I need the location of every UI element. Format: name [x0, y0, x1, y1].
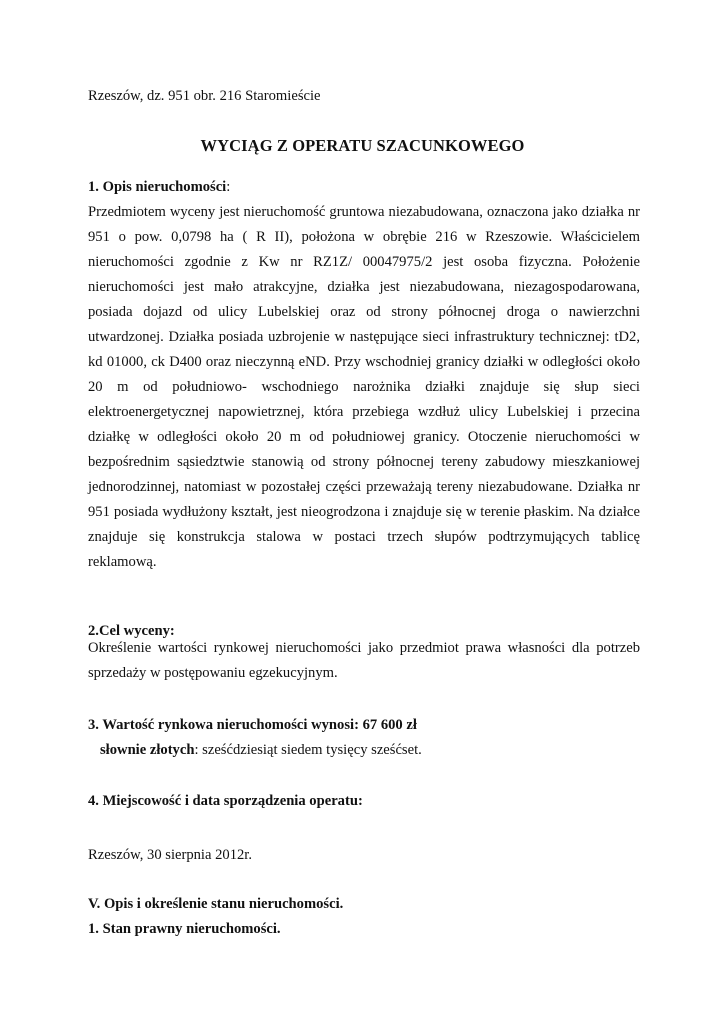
section-4-heading: 4. Miejscowość i data sporządzenia operatu: [88, 793, 363, 809]
section-2-line: sprzedaży w postępowaniu egzekucyjnym. [88, 665, 338, 681]
section-3-heading: 3. Wartość rynkowa nieruchomości wynosi: 67 600 zł [88, 717, 417, 733]
section-1-heading-text: 1. Opis nieruchomości [88, 179, 227, 195]
section-1-line: kd 01000, ck D400 oraz nieczynną eND. Przy wschodniej granicy działki w odległości około [88, 354, 640, 370]
section-1-line: elektroenergetycznej napowietrznej, która przebiega wzdłuż ulicy Lubelskiej i przecina [88, 404, 640, 420]
section-1-line: 951 o pow. 0,0798 ha ( R II), położona w obrębie 216 w Rzeszowie. Właścicielem [88, 229, 640, 245]
section-1-line: nieruchomości jest mało atrakcyjne, działka jest niezabudowana, niezagospodarowana, [88, 279, 640, 295]
section-1-line: znajduje się konstrukcja stalowa w postaci trzech słupów podtrzymujących tablicę [88, 529, 640, 545]
section-5-heading: V. Opis i określenie stanu nieruchomości. [88, 896, 344, 912]
section-1-line: bezpośrednim sąsiedztwie stanowią od strony północnej tereny zabudowy mieszkaniowej [88, 454, 640, 470]
words-label: słownie złotych [100, 742, 195, 758]
section-1-line: działkę w odległości około 20 m od południowej granicy. Otoczenie nieruchomości w [88, 429, 640, 445]
section-1-line: utwardzonej. Działka posiada uzbrojenie w następujące sieci infrastruktury technicznej: tD2, [88, 329, 640, 345]
document-title: WYCIĄG Z OPERATU SZACUNKOWEGO [200, 136, 525, 155]
section-1-line: reklamową. [88, 554, 157, 570]
operat-date-line: Rzeszów, 30 sierpnia 2012r. [88, 847, 253, 863]
section-1-heading [88, 178, 230, 196]
words-value: : sześćdziesiąt siedem tysięcy sześćset. [194, 742, 422, 758]
section-1-line: 951 posiada wydłużony kształt, jest nieogrodzona i znajduje się w terenie płaskim. Na działce [88, 504, 640, 520]
section-1-line: nieruchomości zgodnie z Kw nr RZ1Z/ 00047975/2 jest osoba fizyczna. Położenie [88, 254, 640, 270]
section-5-subheading: 1. Stan prawny nieruchomości. [88, 921, 281, 937]
section-1-line: posiada dojazd od ulicy Lubelskiej oraz od strony północnej droga o nawierzchni [88, 304, 640, 320]
section-1-line: jednorodzinnej, natomiast w pozostałej części przeważają tereny niezabudowane. Działka nr [88, 479, 640, 495]
location-line: Rzeszów, dz. 951 obr. 216 Staromieście [88, 88, 321, 104]
section-1-line: 20 m od południowo- wschodniego narożnika działki znajduje się słup sieci [88, 379, 640, 395]
section-1-heading-colon: : [226, 179, 231, 195]
section-2-heading: 2.Cel wyceny: [88, 623, 175, 639]
section-1-line: Przedmiotem wyceny jest nieruchomość gruntowa niezabudowana, oznaczona jako działka nr [88, 204, 640, 220]
section-3-words [100, 741, 422, 759]
section-2-line: Określenie wartości rynkowej nieruchomości jako przedmiot prawa własności dla potrzeb [88, 640, 640, 656]
